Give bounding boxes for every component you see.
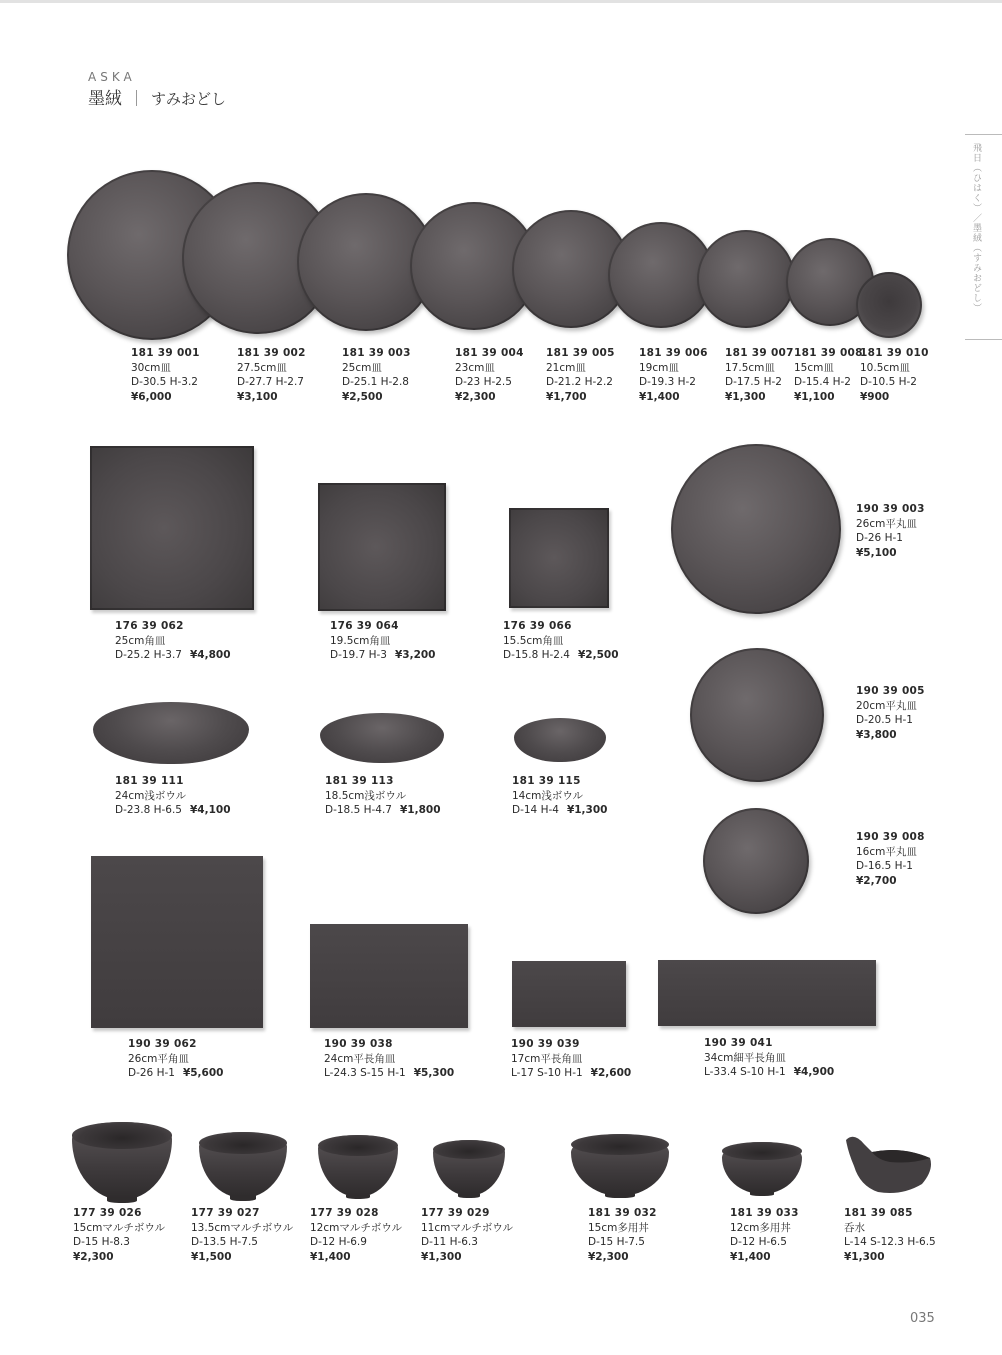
product-code: 181 39 115 <box>512 775 581 787</box>
product-label <box>191 1206 293 1264</box>
product-price: ¥1,300 <box>725 390 766 403</box>
product-name: 19.5cm角皿 <box>330 634 391 647</box>
product-label <box>546 346 615 404</box>
product-size: D-21.2 H-2.2 <box>546 376 613 388</box>
product-size: D-17.5 H-2 <box>725 376 782 388</box>
product-size: D-15 H-7.5 <box>588 1236 645 1248</box>
product-size: L-14 S-12.3 H-6.5 <box>844 1236 936 1248</box>
product-label <box>503 619 619 663</box>
section-index-tab <box>965 134 1002 340</box>
product-label <box>131 346 200 404</box>
product-name: 12cmマルチボウル <box>310 1221 403 1234</box>
product-price: ¥2,300 <box>588 1250 629 1263</box>
product-code: 177 39 028 <box>310 1207 379 1219</box>
product-size: D-19.3 H-2 <box>639 376 696 388</box>
product-code: 177 39 029 <box>421 1207 490 1219</box>
product-code: 190 39 041 <box>704 1037 773 1049</box>
product-price: ¥2,700 <box>856 874 897 887</box>
product-name: 15.5cm角皿 <box>503 634 564 647</box>
product-label <box>856 684 925 742</box>
series-title <box>88 84 226 109</box>
product-label <box>325 774 441 818</box>
product-price: ¥2,500 <box>577 649 619 661</box>
product-price: ¥2,500 <box>342 390 383 403</box>
product-size: D-15.4 H-2 <box>794 376 851 388</box>
product-price: ¥3,200 <box>394 649 436 661</box>
bowl-image <box>199 1132 287 1198</box>
product-name: 24cm平長角皿 <box>324 1052 396 1065</box>
flat-square-plate-image <box>91 856 263 1028</box>
product-size: D-25.2 H-3.7 <box>115 649 182 661</box>
product-label <box>342 346 411 404</box>
product-price: ¥1,400 <box>730 1250 771 1263</box>
product-size: D-11 H-6.3 <box>421 1236 478 1248</box>
product-price: ¥4,900 <box>793 1066 835 1078</box>
product-size: D-23 H-2.5 <box>455 376 512 388</box>
product-code: 177 39 027 <box>191 1207 260 1219</box>
product-code: 181 39 003 <box>342 347 411 359</box>
product-name: 15cm皿 <box>794 361 834 374</box>
product-size: D-13.5 H-7.5 <box>191 1236 258 1248</box>
flat-round-plate-image <box>671 444 841 614</box>
product-name: 20cm平丸皿 <box>856 699 917 712</box>
product-code: 176 39 062 <box>115 620 184 632</box>
top-border <box>0 0 1002 3</box>
product-name: 26cm平丸皿 <box>856 517 917 530</box>
shallow-bowl-image <box>514 718 606 762</box>
product-price: ¥1,300 <box>421 1250 462 1263</box>
product-price: ¥1,800 <box>399 804 441 816</box>
product-label <box>73 1206 165 1264</box>
product-size: D-15.8 H-2.4 <box>503 649 570 661</box>
product-label <box>115 774 231 818</box>
product-label <box>794 346 863 404</box>
product-size: D-16.5 H-1 <box>856 860 913 872</box>
product-label <box>856 502 925 560</box>
product-label <box>310 1206 402 1264</box>
product-name: 13.5cmマルチボウル <box>191 1221 294 1234</box>
product-price: ¥900 <box>860 390 890 403</box>
product-code: 181 39 085 <box>844 1207 913 1219</box>
product-price: ¥2,600 <box>590 1067 632 1079</box>
bowl-image <box>433 1140 505 1196</box>
series-kana: すみおどし <box>151 90 227 108</box>
product-code: 181 39 113 <box>325 775 394 787</box>
product-price: ¥6,000 <box>131 390 172 403</box>
plate-image <box>856 272 922 338</box>
product-price: ¥3,800 <box>856 728 897 741</box>
shallow-bowl-image <box>93 702 249 764</box>
product-label <box>860 346 929 404</box>
product-code: 181 39 006 <box>639 347 708 359</box>
product-price: ¥5,100 <box>856 546 897 559</box>
product-code: 181 39 032 <box>588 1207 657 1219</box>
product-name: 16cm平丸皿 <box>856 845 917 858</box>
product-size: D-14 H-4 <box>512 804 559 816</box>
product-code: 181 39 004 <box>455 347 524 359</box>
product-label <box>421 1206 513 1264</box>
bowl-image <box>72 1122 172 1200</box>
product-name: 24cm浅ボウル <box>115 789 187 802</box>
product-code: 181 39 111 <box>115 775 184 787</box>
product-name: 21cm皿 <box>546 361 586 374</box>
product-price: ¥1,500 <box>191 1250 232 1263</box>
product-label <box>455 346 524 404</box>
page-number: 035 <box>910 1311 935 1326</box>
product-size: D-18.5 H-4.7 <box>325 804 392 816</box>
product-name: 17cm平長角皿 <box>511 1052 583 1065</box>
square-plate-image <box>318 483 446 611</box>
product-price: ¥3,100 <box>237 390 278 403</box>
product-code: 181 39 005 <box>546 347 615 359</box>
product-size: L-33.4 S-10 H-1 <box>704 1066 786 1078</box>
product-code: 181 39 001 <box>131 347 200 359</box>
product-code: 181 39 008 <box>794 347 863 359</box>
flat-rect-plate-image <box>512 961 626 1027</box>
product-size: L-17 S-10 H-1 <box>511 1067 583 1079</box>
product-name: 25cm角皿 <box>115 634 166 647</box>
product-price: ¥1,700 <box>546 390 587 403</box>
product-price: ¥4,100 <box>189 804 231 816</box>
product-code: 190 39 008 <box>856 831 925 843</box>
product-code: 181 39 007 <box>725 347 794 359</box>
product-label <box>128 1037 223 1081</box>
product-name: 14cm浅ボウル <box>512 789 584 802</box>
product-size: D-10.5 H-2 <box>860 376 917 388</box>
product-code: 190 39 005 <box>856 685 925 697</box>
product-size: D-19.7 H-3 <box>330 649 387 661</box>
product-label <box>844 1206 936 1264</box>
product-price: ¥4,800 <box>189 649 231 661</box>
product-name: 30cm皿 <box>131 361 171 374</box>
product-label <box>639 346 708 404</box>
product-price: ¥1,300 <box>566 804 608 816</box>
product-size: L-24.3 S-15 H-1 <box>324 1067 406 1079</box>
product-code: 177 39 026 <box>73 1207 142 1219</box>
square-plate-image <box>90 446 254 610</box>
product-label <box>856 830 925 888</box>
product-price: ¥5,300 <box>413 1067 455 1079</box>
product-size: D-30.5 H-3.2 <box>131 376 198 388</box>
section-index-text: 飛日（ひはく）／墨絨（すみおどし） <box>971 143 981 313</box>
brand-name: ASKA <box>88 70 136 84</box>
product-size: D-26 H-1 <box>128 1067 175 1079</box>
product-label <box>324 1037 454 1081</box>
product-name: 10.5cm皿 <box>860 361 910 374</box>
series-name: 墨絨 <box>88 89 122 109</box>
product-name: 15cmマルチボウル <box>73 1221 166 1234</box>
donburi-bowl-image <box>571 1134 669 1196</box>
product-name: 26cm平角皿 <box>128 1052 189 1065</box>
product-size: D-25.1 H-2.8 <box>342 376 409 388</box>
bowl-image <box>318 1135 398 1197</box>
product-name: 12cm多用丼 <box>730 1221 791 1234</box>
product-name: 15cm多用丼 <box>588 1221 649 1234</box>
product-price: ¥1,400 <box>639 390 680 403</box>
flat-round-plate-image <box>690 648 824 782</box>
product-price: ¥5,600 <box>182 1067 224 1079</box>
product-name: 25cm皿 <box>342 361 382 374</box>
title-divider <box>136 90 137 106</box>
flat-round-plate-image <box>703 808 809 914</box>
product-code: 181 39 010 <box>860 347 929 359</box>
product-name: 27.5cm皿 <box>237 361 287 374</box>
product-name: 23cm皿 <box>455 361 495 374</box>
product-name: 19cm皿 <box>639 361 679 374</box>
product-price: ¥1,300 <box>844 1250 885 1263</box>
product-label <box>330 619 436 663</box>
shallow-bowl-image <box>320 713 444 763</box>
plate-image <box>697 230 795 328</box>
flat-rect-plate-image <box>310 924 468 1028</box>
product-code: 190 39 062 <box>128 1038 197 1050</box>
product-code: 190 39 003 <box>856 503 925 515</box>
product-size: D-27.7 H-2.7 <box>237 376 304 388</box>
square-plate-image <box>509 508 609 608</box>
product-size: D-12 H-6.9 <box>310 1236 367 1248</box>
product-size: D-15 H-8.3 <box>73 1236 130 1248</box>
tonsui-bowl-image <box>842 1130 936 1198</box>
product-label <box>511 1037 631 1081</box>
product-price: ¥2,300 <box>455 390 496 403</box>
long-rect-plate-image <box>658 960 876 1026</box>
product-price: ¥1,100 <box>794 390 835 403</box>
donburi-bowl-image <box>722 1142 802 1194</box>
product-price: ¥2,300 <box>73 1250 114 1263</box>
product-name: 11cmマルチボウル <box>421 1221 514 1234</box>
product-name: 18.5cm浅ボウル <box>325 789 407 802</box>
product-label <box>588 1206 657 1264</box>
product-label <box>512 774 607 818</box>
product-price: ¥1,400 <box>310 1250 351 1263</box>
product-label <box>730 1206 799 1264</box>
product-size: D-26 H-1 <box>856 532 903 544</box>
product-label <box>704 1036 834 1080</box>
product-name: 17.5cm皿 <box>725 361 775 374</box>
product-label <box>115 619 231 663</box>
product-name: 34cm細平長角皿 <box>704 1051 786 1064</box>
product-size: D-23.8 H-6.5 <box>115 804 182 816</box>
product-code: 176 39 064 <box>330 620 399 632</box>
product-code: 176 39 066 <box>503 620 572 632</box>
product-name: 呑水 <box>844 1221 865 1234</box>
product-code: 190 39 038 <box>324 1038 393 1050</box>
product-code: 181 39 033 <box>730 1207 799 1219</box>
product-size: D-20.5 H-1 <box>856 714 913 726</box>
product-label <box>237 346 306 404</box>
product-code: 181 39 002 <box>237 347 306 359</box>
product-size: D-12 H-6.5 <box>730 1236 787 1248</box>
product-code: 190 39 039 <box>511 1038 580 1050</box>
product-label <box>725 346 794 404</box>
